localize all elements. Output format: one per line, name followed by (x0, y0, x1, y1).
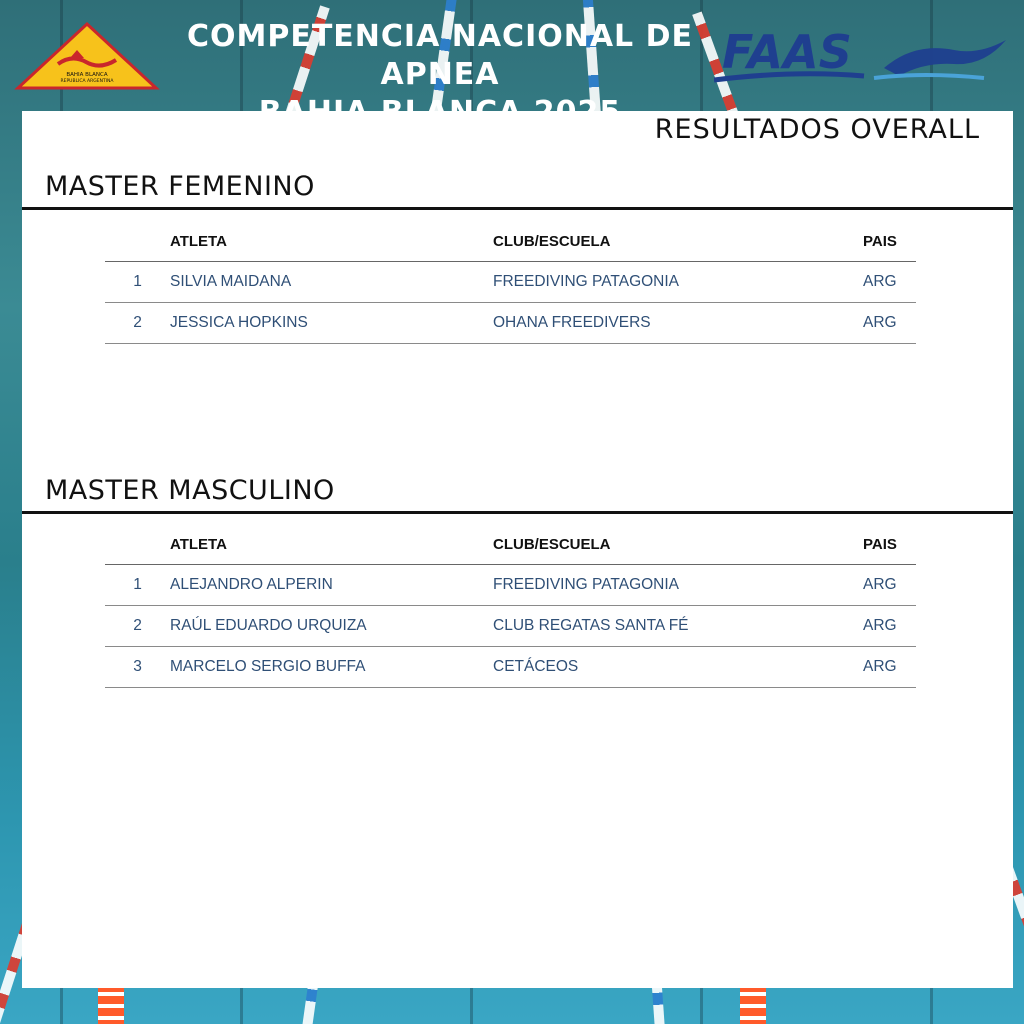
category-title-master-masculino: MASTER MASCULINO (45, 475, 335, 506)
lane-end-mark (98, 984, 124, 1024)
table-row (105, 303, 916, 344)
table-header-row (105, 221, 916, 262)
header-athlete: ATLETA (170, 524, 493, 565)
header-athlete: ATLETA (170, 221, 493, 262)
club-cell: CLUB REGATAS SANTA FÉ (493, 606, 863, 647)
header-country: PAIS (863, 524, 916, 565)
results-table-master-femenino (105, 221, 916, 344)
svg-text:BAHIA BLANCA: BAHIA BLANCA (66, 72, 108, 78)
hue-logo (14, 20, 160, 92)
header-club: CLUB/ESCUELA (493, 524, 863, 565)
position-cell: 1 (105, 262, 170, 303)
header-country: PAIS (863, 221, 916, 262)
athlete-cell: JESSICA HOPKINS (170, 303, 493, 344)
athlete-cell: RAÚL EDUARDO URQUIZA (170, 606, 493, 647)
country-cell: ARG (863, 303, 916, 344)
table-row (105, 262, 916, 303)
position-cell: 2 (105, 606, 170, 647)
country-cell: ARG (863, 606, 916, 647)
club-cell: FREEDIVING PATAGONIA (493, 565, 863, 606)
table-header-row (105, 524, 916, 565)
header-position (105, 524, 170, 565)
athlete-cell: MARCELO SERGIO BUFFA (170, 647, 493, 688)
faas-logo (714, 20, 1014, 90)
header-club: CLUB/ESCUELA (493, 221, 863, 262)
athlete-cell: SILVIA MAIDANA (170, 262, 493, 303)
athlete-cell: ALEJANDRO ALPERIN (170, 565, 493, 606)
club-cell: FREEDIVING PATAGONIA (493, 262, 863, 303)
svg-text:FAAS: FAAS (722, 25, 852, 79)
table-row (105, 565, 916, 606)
country-cell: ARG (863, 262, 916, 303)
results-table-master-masculino (105, 524, 916, 688)
club-cell: CETÁCEOS (493, 647, 863, 688)
lane-end-mark (740, 984, 766, 1024)
position-cell: 1 (105, 565, 170, 606)
table-row (105, 606, 916, 647)
category-divider (22, 207, 1013, 210)
hue-logo-graphic (14, 20, 160, 92)
table-row (105, 647, 916, 688)
category-divider (22, 511, 1013, 514)
club-cell: OHANA FREEDIVERS (493, 303, 863, 344)
event-title-line1: COMPETENCIA NACIONAL DE APNEA (186, 19, 694, 92)
svg-text:REPUBLICA ARGENTINA: REPUBLICA ARGENTINA (60, 79, 114, 84)
faas-logo-graphic (714, 20, 1014, 90)
position-cell: 3 (105, 647, 170, 688)
position-cell: 2 (105, 303, 170, 344)
category-title-master-femenino: MASTER FEMENINO (45, 171, 315, 202)
header-position (105, 221, 170, 262)
country-cell: ARG (863, 565, 916, 606)
results-heading: RESULTADOS OVERALL (654, 114, 980, 145)
country-cell: ARG (863, 647, 916, 688)
